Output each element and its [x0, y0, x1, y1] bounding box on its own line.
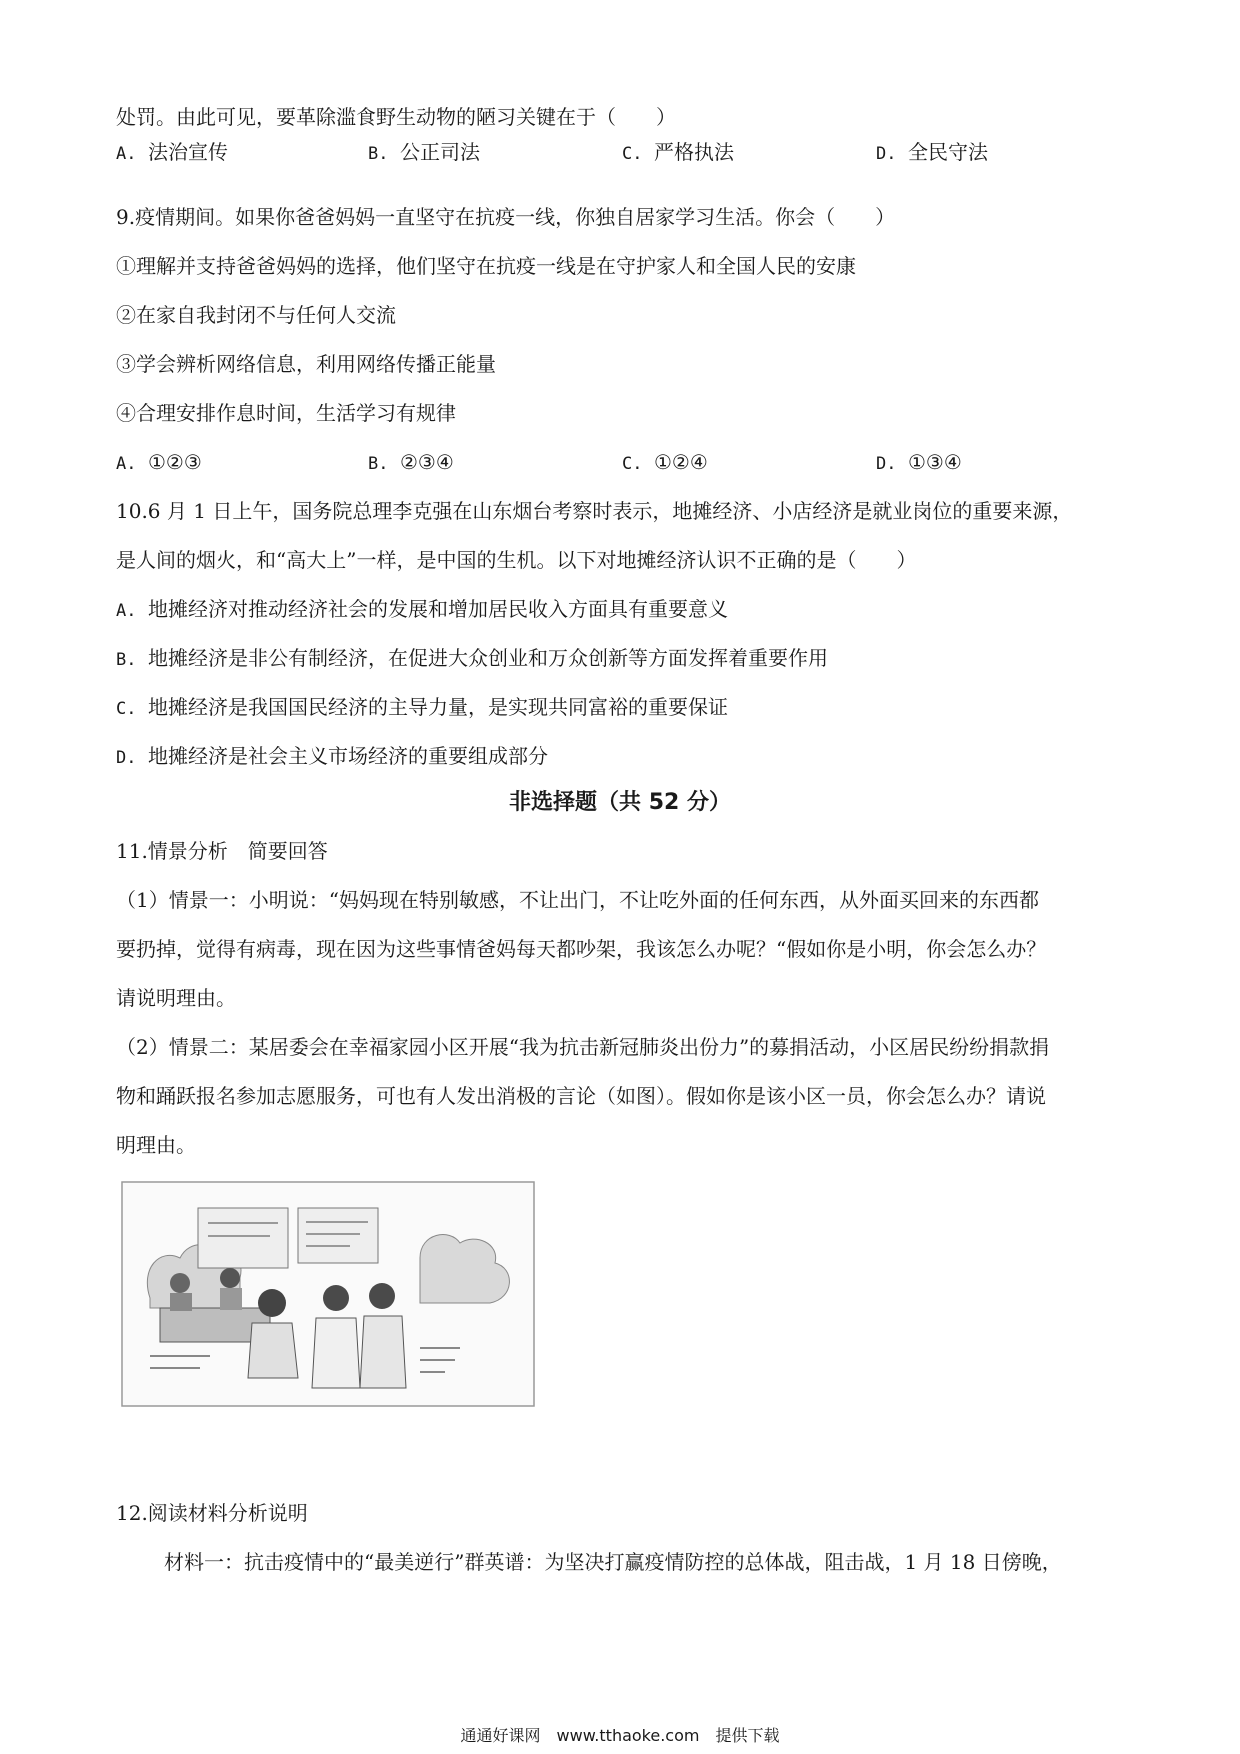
- q10-option-c: [116, 694, 728, 722]
- q10-stem-line-2: 是人间的烟火，和“高大上”一样，是中国的生机。以下对地摊经济认识不正确的是（ ）: [116, 548, 917, 572]
- option-key: C.: [622, 144, 643, 164]
- q11-scene2-line-1: （2）情景二：某居委会在幸福家园小区开展“我为抗击新冠肺炎出份力”的募捐活动，小区居民纷纷捐款捐: [116, 1035, 1050, 1059]
- q10-option-d: [116, 743, 548, 771]
- option-text: ①②③: [148, 450, 202, 474]
- option-text: 地摊经济对推动经济社会的发展和增加居民收入方面具有重要意义: [148, 597, 728, 621]
- q11-scene2-line-3: 明理由。: [116, 1133, 196, 1157]
- option-key: A.: [116, 454, 137, 474]
- q12-material-1: 材料一：抗击疫情中的“最美逆行”群英谱：为坚决打赢疫情防控的总体战，阻击战，1 月 18 日傍晚，: [164, 1550, 1062, 1574]
- option-text: ①③④: [908, 450, 962, 474]
- q8-stem-tail: 处罚。由此可见，要革除滥食野生动物的陋习关键在于（ ）: [116, 105, 676, 129]
- q9-item-1: ①理解并支持爸爸妈妈的选择，他们坚守在抗疫一线是在守护家人和全国人民的安康: [116, 254, 856, 278]
- option-key: D.: [876, 144, 897, 164]
- q9-item-4: ④合理安排作息时间，生活学习有规律: [116, 401, 456, 425]
- option-text: ①②④: [654, 450, 708, 474]
- q8-option-b: [368, 139, 480, 167]
- q12-title: 12.阅读材料分析说明: [116, 1501, 308, 1525]
- q8-options: [116, 139, 1126, 165]
- cartoon-illustration: [120, 1178, 538, 1410]
- option-text: 公正司法: [400, 140, 480, 164]
- option-key: B.: [368, 144, 389, 164]
- option-key: A.: [116, 601, 137, 621]
- footer-source: 通通好课网 www.tthaoke.com 提供下载: [460, 1726, 780, 1745]
- q9-stem: 9.疫情期间。如果你爸爸妈妈一直坚守在抗疫一线，你独自居家学习生活。你会（ ）: [116, 205, 896, 229]
- q8-option-a: [116, 139, 228, 167]
- option-key: C.: [622, 454, 643, 474]
- option-key: B.: [368, 454, 389, 474]
- q9-item-2: ②在家自我封闭不与任何人交流: [116, 303, 396, 327]
- option-text: 全民守法: [908, 140, 988, 164]
- section-title: 非选择题（共 52 分）: [509, 790, 731, 815]
- option-text: 地摊经济是非公有制经济，在促进大众创业和万众创新等方面发挥着重要作用: [148, 646, 828, 670]
- option-key: D.: [116, 748, 137, 768]
- q11-scene2-line-2: 物和踊跃报名参加志愿服务，可也有人发出消极的言论（如图）。假如你是该小区一员，你会怎么办？请说: [116, 1084, 1046, 1108]
- q9-option-a: [116, 449, 202, 477]
- option-key: A.: [116, 144, 137, 164]
- option-text: 地摊经济是我国国民经济的主导力量，是实现共同富裕的重要保证: [148, 695, 728, 719]
- q10-option-b: [116, 645, 828, 673]
- q11-scene1-line-3: 请说明理由。: [116, 986, 236, 1010]
- q9-item-3: ③学会辨析网络信息，利用网络传播正能量: [116, 352, 496, 376]
- q9-option-c: [622, 449, 708, 477]
- q9-option-b: [368, 449, 454, 477]
- option-key: B.: [116, 650, 137, 670]
- option-key: D.: [876, 454, 897, 474]
- q8-option-d: [876, 139, 988, 167]
- q11-scene1-line-2: 要扔掉，觉得有病毒，现在因为这些事情爸妈每天都吵架，我该怎么办呢？“假如你是小明，你会怎么办？: [116, 937, 1047, 961]
- option-text: ②③④: [400, 450, 454, 474]
- option-text: 地摊经济是社会主义市场经济的重要组成部分: [148, 744, 548, 768]
- q11-title: 11.情景分析 简要回答: [116, 839, 328, 863]
- option-text: 严格执法: [654, 140, 734, 164]
- q9-options: [116, 449, 1126, 475]
- q10-option-a: [116, 596, 728, 624]
- option-key: C.: [116, 699, 137, 719]
- q8-option-c: [622, 139, 734, 167]
- option-text: 法治宣传: [148, 140, 228, 164]
- q9-option-d: [876, 449, 962, 477]
- q10-stem-line-1: 10.6 月 1 日上午，国务院总理李克强在山东烟台考察时表示，地摊经济、小店经济是就业岗位的重要来源，: [116, 499, 1073, 523]
- q11-scene1-line-1: （1）情景一：小明说：“妈妈现在特别敏感，不让出门，不让吃外面的任何东西，从外面买回来的东西都: [116, 888, 1039, 912]
